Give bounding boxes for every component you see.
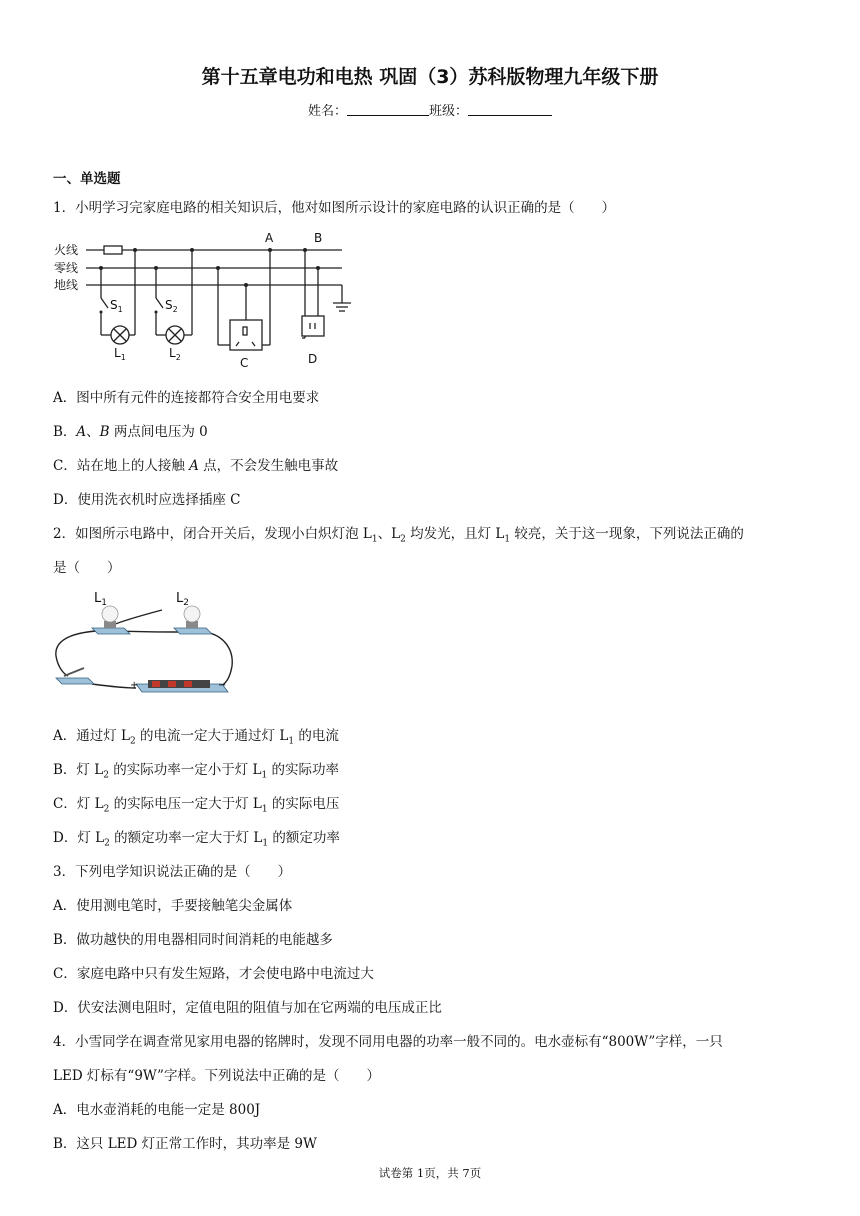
section-heading: 一、单选题	[53, 171, 121, 187]
switch-s2-label: $S_2$	[165, 298, 178, 314]
q2-option-b[interactable]: B．灯 $L_2$ 的实际功率一定小于灯 $L_1$ 的实际功率	[53, 762, 340, 781]
q2-option-d[interactable]: D．灯 $L_2$ 的额定功率一定大于灯 $L_1$ 的额定功率	[53, 830, 340, 849]
q4-stem-line2: LED 灯标有“9W”字样。下列说法中正确的是（ ）	[53, 1068, 380, 1084]
q3-option-d[interactable]: D．伏安法测电阻时，定值电阻的阻值与加在它两端的电压成正比	[53, 1000, 442, 1016]
ground-wire-label: 地线	[54, 278, 79, 292]
battery-plus-label: +	[130, 680, 139, 691]
q2-circuit-picture	[52, 588, 242, 706]
q3-stem: 3．下列电学知识说法正确的是（ ）	[53, 864, 292, 880]
q3-option-c[interactable]: C．家庭电路中只有发生短路，才会使电路中电流过大	[53, 966, 374, 982]
q4-option-a[interactable]: A．电水壶消耗的电能一定是 800J	[53, 1102, 261, 1118]
socket-d-label: D	[308, 352, 318, 366]
lamp-l1-label: $L_1$	[94, 591, 107, 608]
page-footer: 试卷第 1页，共 7页	[378, 1166, 482, 1180]
name-label: 姓名：	[307, 104, 347, 119]
q3-option-b[interactable]: B．做功越快的用电器相同时间消耗的电能越多	[53, 932, 333, 948]
lamp-l2-label: $L_2$	[169, 346, 181, 362]
lamp-l2-label: $L_2$	[176, 591, 189, 608]
q2-option-a[interactable]: A．通过灯 $L_2$ 的电流一定大于通过灯 $L_1$ 的电流	[53, 728, 339, 747]
q2-stem-line2: 是（ ）	[53, 560, 121, 576]
q1-option-b[interactable]: B．A、B 两点间电压为 0	[53, 424, 208, 440]
q1-circuit-diagram	[52, 228, 362, 373]
q1-option-d[interactable]: D．使用洗衣机时应选择插座 C	[53, 492, 241, 508]
neutral-wire-label: 零线	[54, 261, 79, 275]
page-title: 第十五章电功和电热 巩固（3）苏科版物理九年级下册	[201, 66, 659, 88]
point-a-label: A	[265, 231, 274, 245]
q1-stem: 1．小明学习完家庭电路的相关知识后，他对如图所示设计的家庭电路的认识正确的是（ ）	[53, 200, 616, 216]
live-wire-label: 火线	[54, 243, 79, 257]
q3-option-a[interactable]: A．使用测电笔时，手要接触笔尖金属体	[53, 898, 293, 914]
class-blank	[468, 103, 552, 116]
switch-s1-label: $S_1$	[110, 298, 123, 314]
class-label: 班级：	[429, 104, 469, 119]
name-blank	[347, 103, 429, 116]
q2-stem: 2．如图所示电路中，闭合开关后，发现小白炽灯泡 $L_1$、$L_2$ 均发光，且灯 $L_1$ 较亮，关于这一现象，下列说法正确的	[53, 526, 744, 545]
battery-minus-label: −	[218, 680, 227, 691]
q1-option-c[interactable]: C．站在地上的人接触 A 点，不会发生触电事故	[53, 458, 339, 474]
q1-option-a[interactable]: A．图中所有元件的连接都符合安全用电要求	[53, 390, 320, 406]
student-info-line	[0, 100, 860, 119]
q4-option-b[interactable]: B．这只 LED 灯正常工作时，其功率是 9W	[53, 1136, 317, 1152]
lamp-l1-label: $L_1$	[114, 346, 126, 362]
q4-stem-line1: 4．小雪同学在调查常见家用电器的铭牌时，发现不同用电器的功率一般不同的。电水壶标有“800W”字样，一只	[53, 1034, 723, 1050]
socket-c-label: C	[240, 356, 249, 370]
point-b-label: B	[314, 231, 323, 245]
q2-option-c[interactable]: C．灯 $L_2$ 的实际电压一定大于灯 $L_1$ 的实际电压	[53, 796, 340, 815]
